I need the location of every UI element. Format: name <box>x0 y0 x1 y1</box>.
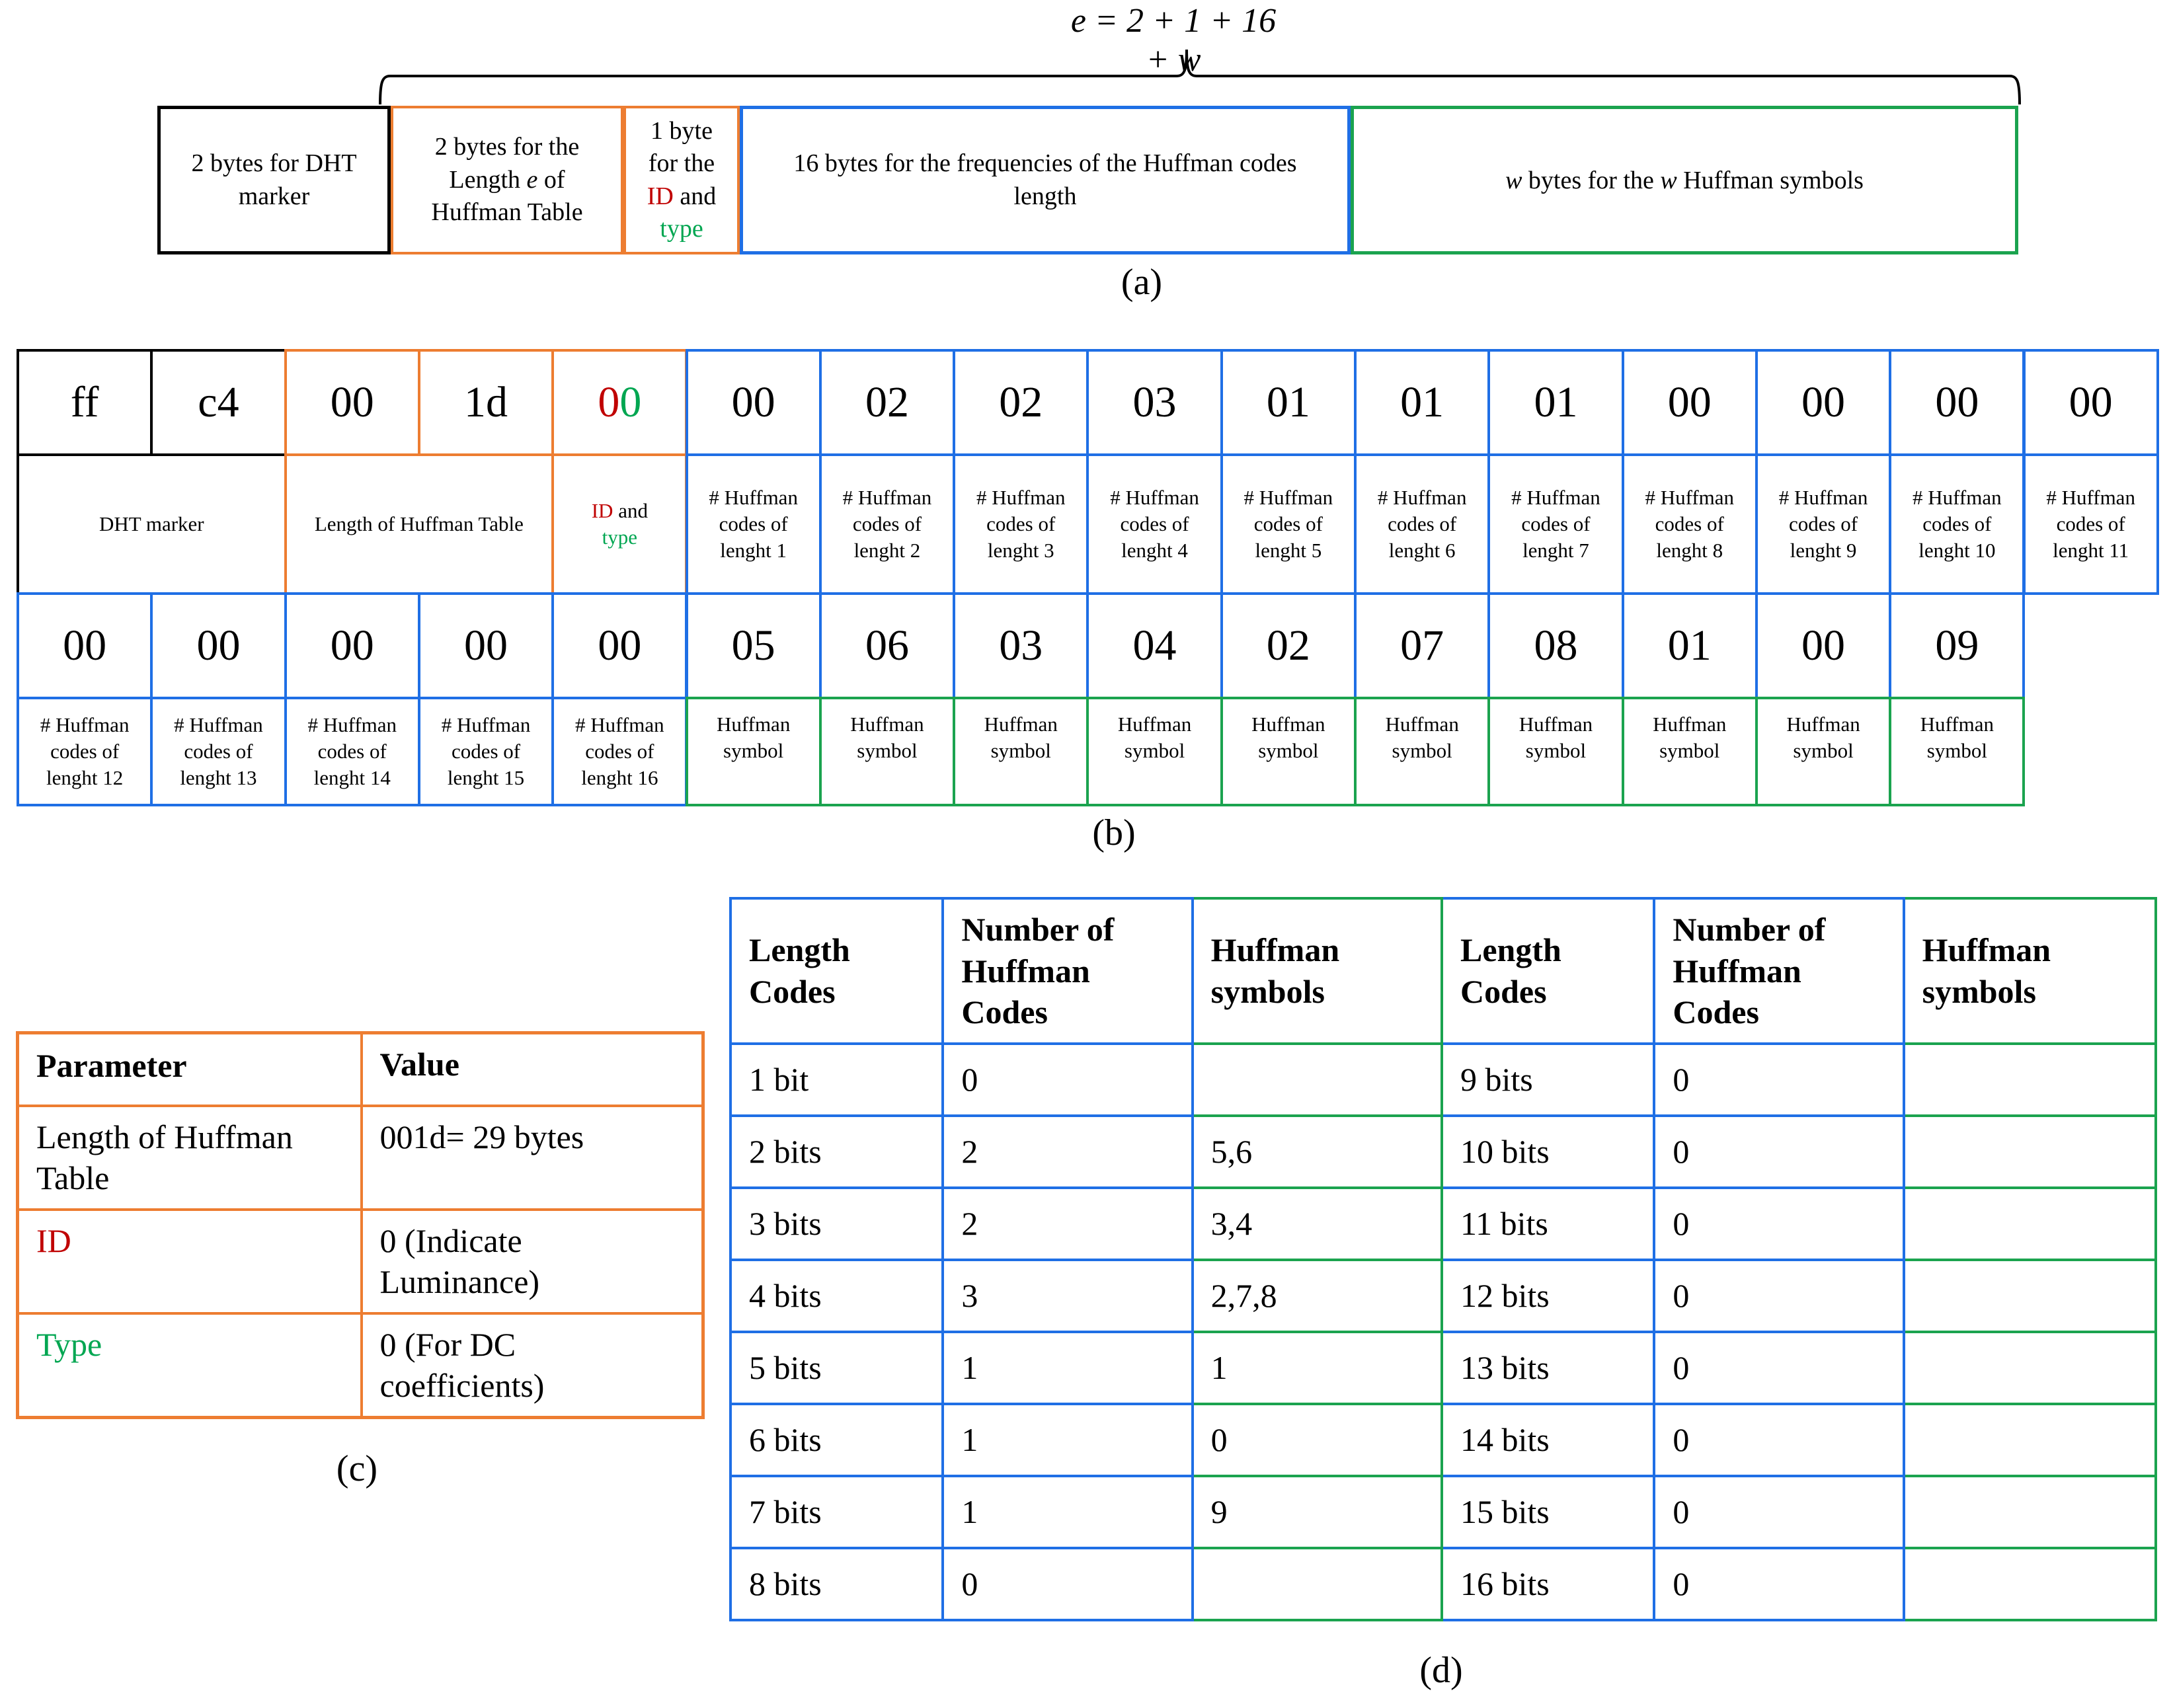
value-type: 0 (For DC coefficients) <box>362 1313 703 1418</box>
table-cell: 0 <box>943 1044 1192 1116</box>
table-cell: 0 <box>1654 1260 1903 1332</box>
label-symbol: Huffman symbol <box>1755 697 1891 806</box>
param-length: Length of Huffman Table <box>18 1106 362 1210</box>
table-cell: 3,4 <box>1193 1188 1442 1260</box>
table-cell: 1 <box>943 1476 1192 1548</box>
hex-cell: 08 <box>1487 592 1624 699</box>
table-cell: 12 bits <box>1442 1260 1654 1332</box>
label-count: # Huffman codes of lenght 16 <box>551 697 688 806</box>
table-cell: 15 bits <box>1442 1476 1654 1548</box>
label-symbol: Huffman symbol <box>1354 697 1490 806</box>
label-count: # Huffman codes of lenght 7 <box>1487 453 1624 595</box>
equation: e = 2 + 1 + 16 + w <box>1070 2 1277 79</box>
label-symbol: Huffman symbol <box>1487 697 1624 806</box>
caption-b: (b) <box>1092 812 1136 853</box>
table-cell: 0 <box>1193 1404 1442 1476</box>
table-cell: 16 bits <box>1442 1548 1654 1620</box>
table-cell: 14 bits <box>1442 1404 1654 1476</box>
label-count: # Huffman codes of lenght 9 <box>1755 453 1891 595</box>
table-cell: 0 <box>1654 1548 1903 1620</box>
table-cell: 0 <box>1654 1332 1903 1404</box>
type-nibble: 0 <box>619 378 642 426</box>
box-label-line: for the <box>648 149 715 178</box>
hex-cell: 02 <box>953 349 1089 456</box>
table-cell: 1 <box>1193 1332 1442 1404</box>
table-cell <box>1904 1188 2156 1260</box>
table-row <box>730 1476 2156 1548</box>
label-symbol: Huffman symbol <box>1086 697 1222 806</box>
caption-d: (d) <box>1419 1650 1463 1691</box>
table-cell <box>1193 1044 1442 1116</box>
table-cell: 2 <box>943 1188 1192 1260</box>
table-cell: 1 <box>943 1404 1192 1476</box>
label-dht-marker: DHT marker <box>17 453 287 595</box>
hex-cell: 01 <box>1220 349 1357 456</box>
label-count: # Huffman codes of lenght 2 <box>819 453 955 595</box>
table-cell: 1 bit <box>730 1044 943 1116</box>
hex-cell: 02 <box>1220 592 1357 699</box>
table-cell <box>1904 1332 2156 1404</box>
label-count: # Huffman codes of lenght 11 <box>2023 453 2159 595</box>
label-count: # Huffman codes of lenght 10 <box>1889 453 2025 595</box>
table-cell: 0 <box>1654 1116 1903 1188</box>
hex-cell: 09 <box>1889 592 2025 699</box>
label-symbol: Huffman symbol <box>1889 697 2025 806</box>
hex-cell: 00 <box>17 592 153 699</box>
table-cell: 2 <box>943 1116 1192 1188</box>
table-cell: 0 <box>1654 1188 1903 1260</box>
table-cell: 0 <box>1654 1044 1903 1116</box>
hex-cell: 00 <box>1889 349 2025 456</box>
header-value: Value <box>362 1033 703 1106</box>
table-cell <box>1904 1116 2156 1188</box>
label-count: # Huffman codes of lenght 3 <box>953 453 1089 595</box>
label-symbol: Huffman symbol <box>819 697 955 806</box>
label-line: type <box>602 525 638 549</box>
label-count: # Huffman codes of lenght 5 <box>1220 453 1357 595</box>
label-count: # Huffman codes of lenght 1 <box>686 453 822 595</box>
caption-a: (a) <box>1121 262 1163 303</box>
hex-cell: 00 <box>284 592 420 699</box>
label-count: # Huffman codes of lenght 13 <box>150 697 286 806</box>
table-cell: 1 <box>943 1332 1192 1404</box>
label-symbol: Huffman symbol <box>686 697 822 806</box>
box-symbols <box>1351 106 2018 254</box>
hex-cell: 00 <box>150 592 286 699</box>
label-symbol: Huffman symbol <box>1220 697 1357 806</box>
table-cell: 7 bits <box>730 1476 943 1548</box>
table-row <box>730 1548 2156 1620</box>
table-cell <box>1904 1260 2156 1332</box>
table-cell: 4 bits <box>730 1260 943 1332</box>
table-row <box>730 1404 2156 1476</box>
label-symbol: Huffman symbol <box>953 697 1089 806</box>
label-count: # Huffman codes of lenght 15 <box>418 697 554 806</box>
box-frequencies <box>740 106 1351 254</box>
label-count: # Huffman codes of lenght 8 <box>1622 453 1758 595</box>
table-cell: 5 bits <box>730 1332 943 1404</box>
hex-cell: 00 <box>1622 349 1758 456</box>
hex-cell: ff <box>17 349 153 456</box>
table-cell: 0 <box>1654 1476 1903 1548</box>
table-cell: 13 bits <box>1442 1332 1654 1404</box>
table-cell: 9 <box>1193 1476 1442 1548</box>
table-cell: 3 <box>943 1260 1192 1332</box>
code-length-grid <box>729 897 2157 1621</box>
box-dht-marker <box>157 106 391 254</box>
hex-cell: 00 <box>1755 349 1891 456</box>
label-count: # Huffman codes of lenght 6 <box>1354 453 1490 595</box>
table-cell <box>1904 1044 2156 1116</box>
hex-cell: 06 <box>819 592 955 699</box>
hex-cell: c4 <box>150 349 286 456</box>
table-cell: 2 bits <box>730 1116 943 1188</box>
box-label: 2 bytes for DHT marker <box>191 149 357 210</box>
header-cell: Number of Huffman Codes <box>943 898 1192 1044</box>
table-cell: 10 bits <box>1442 1116 1654 1188</box>
table-cell <box>1193 1548 1442 1620</box>
table-cell: 8 bits <box>730 1548 943 1620</box>
table-row <box>730 1260 2156 1332</box>
hex-cell: 01 <box>1622 592 1758 699</box>
value-id: 0 (Indicate Luminance) <box>362 1210 703 1313</box>
header-cell: Huffman symbols <box>1193 898 1442 1044</box>
label-count: # Huffman codes of lenght 4 <box>1086 453 1222 595</box>
hex-cell: 00 <box>284 349 420 456</box>
table-cell: 2,7,8 <box>1193 1260 1442 1332</box>
hex-cell: 01 <box>1487 349 1624 456</box>
hex-cell: 00 <box>686 349 822 456</box>
id-nibble: 0 <box>598 378 620 426</box>
box-label-line: ID and <box>647 182 717 210</box>
value-length: 001d= 29 bytes <box>362 1106 703 1210</box>
hex-cell: 04 <box>1086 592 1222 699</box>
hex-cell: 00 <box>1755 592 1891 699</box>
box-length <box>391 106 623 254</box>
table-cell: 6 bits <box>730 1404 943 1476</box>
table-cell: 0 <box>1654 1404 1903 1476</box>
table-row <box>730 1188 2156 1260</box>
label-count: # Huffman codes of lenght 12 <box>17 697 153 806</box>
label-length: Length of Huffman Table <box>284 453 555 595</box>
hex-cell: 03 <box>1086 349 1222 456</box>
header-cell: Huffman symbols <box>1904 898 2156 1044</box>
header-parameter: Parameter <box>18 1033 362 1106</box>
label-count: # Huffman codes of lenght 14 <box>284 697 420 806</box>
header-cell: Number of Huffman Codes <box>1654 898 1903 1044</box>
hex-cell: 00 <box>2023 349 2159 456</box>
table-row <box>730 1332 2156 1404</box>
table-cell: 3 bits <box>730 1188 943 1260</box>
table-cell: 0 <box>943 1548 1192 1620</box>
table-row <box>730 1116 2156 1188</box>
table-row <box>730 1044 2156 1116</box>
table-cell: 11 bits <box>1442 1188 1654 1260</box>
hex-cell: 03 <box>953 592 1089 699</box>
table-cell <box>1904 1404 2156 1476</box>
box-label: 2 bytes for the Length e of Huffman Table <box>431 133 583 227</box>
label-symbol: Huffman symbol <box>1622 697 1758 806</box>
box-id-type <box>623 106 740 254</box>
param-id: ID <box>18 1210 362 1313</box>
hex-cell: 05 <box>686 592 822 699</box>
hex-cell: 00 <box>551 592 688 699</box>
hex-cell: 01 <box>1354 349 1490 456</box>
hex-cell <box>551 349 688 456</box>
label-id-type <box>551 453 688 595</box>
hex-cell: 00 <box>418 592 554 699</box>
hex-cell: 07 <box>1354 592 1490 699</box>
label-line: ID and <box>591 498 648 522</box>
hex-cell: 02 <box>819 349 955 456</box>
caption-c: (c) <box>336 1448 378 1489</box>
table-cell <box>1904 1476 2156 1548</box>
table-cell <box>1904 1548 2156 1620</box>
parameter-table <box>16 1031 705 1419</box>
header-cell: Length Codes <box>730 898 943 1044</box>
hex-cell: 1d <box>418 349 554 456</box>
brace-icon <box>377 46 2023 106</box>
box-label: 16 bytes for the frequencies of the Huffman codes length <box>793 149 1297 210</box>
box-label-line: 1 byte <box>651 116 713 145</box>
box-label: w bytes for the w Huffman symbols <box>1505 166 1864 194</box>
table-cell: 9 bits <box>1442 1044 1654 1116</box>
param-type: Type <box>18 1313 362 1418</box>
header-cell: Length Codes <box>1442 898 1654 1044</box>
box-label-line: type <box>660 214 703 243</box>
table-cell: 5,6 <box>1193 1116 1442 1188</box>
